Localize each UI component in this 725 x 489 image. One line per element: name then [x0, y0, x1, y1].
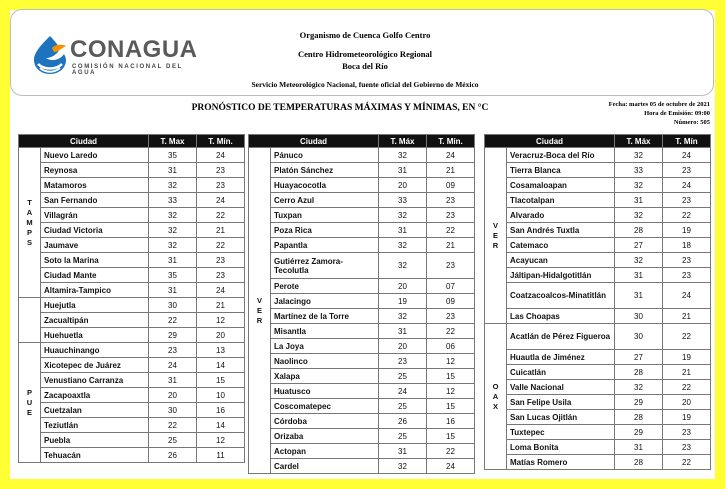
city-name: Acatlán de Pérez Figueroa — [507, 324, 615, 350]
min-temp: 21 — [427, 163, 475, 178]
max-temp: 32 — [149, 178, 197, 193]
min-temp: 24 — [663, 148, 711, 163]
table-row — [485, 309, 711, 324]
table-row — [485, 395, 711, 410]
max-temp: 32 — [149, 223, 197, 238]
city-name: Cuetzalan — [41, 403, 149, 418]
min-temp: 16 — [197, 403, 245, 418]
table-ver-south-oax — [484, 134, 711, 470]
column-header-tmax: T. Máx — [379, 135, 427, 148]
city-name: Naolinco — [271, 354, 379, 369]
conagua-logo — [30, 34, 205, 76]
max-temp: 30 — [149, 403, 197, 418]
city-name: Teziutlán — [41, 418, 149, 433]
min-temp: 07 — [427, 279, 475, 294]
city-name: Venustiano Carranza — [41, 373, 149, 388]
city-name: Matías Romero — [507, 455, 615, 470]
city-name: Las Choapas — [507, 309, 615, 324]
table-row — [19, 268, 245, 283]
min-temp: 15 — [197, 373, 245, 388]
max-temp: 33 — [379, 193, 427, 208]
city-name: Coscomatepec — [271, 399, 379, 414]
org-line-2: Centro Hidrometeorológico Regional — [297, 49, 433, 59]
min-temp: 22 — [427, 324, 475, 339]
table-row — [485, 350, 711, 365]
bulletin-number: Número: 505 — [673, 119, 710, 126]
max-temp: 31 — [149, 163, 197, 178]
city-name: Cardel — [271, 459, 379, 474]
table-tamps-hgo-pue — [18, 134, 245, 463]
table-row — [485, 238, 711, 253]
min-temp: 23 — [663, 268, 711, 283]
city-name: Cosamaloapan — [507, 178, 615, 193]
min-temp: 12 — [427, 354, 475, 369]
table-row — [249, 238, 475, 253]
city-name: San Lucas Ojitlán — [507, 410, 615, 425]
table-row — [19, 298, 245, 313]
max-temp: 32 — [379, 148, 427, 163]
min-temp: 09 — [427, 294, 475, 309]
state-label — [19, 298, 41, 343]
max-temp: 35 — [149, 268, 197, 283]
min-temp: 23 — [197, 268, 245, 283]
table-row — [249, 369, 475, 384]
max-temp: 33 — [615, 163, 663, 178]
table-row — [19, 313, 245, 328]
max-temp: 20 — [379, 279, 427, 294]
table-row — [249, 193, 475, 208]
min-temp: 23 — [663, 163, 711, 178]
table-row — [485, 410, 711, 425]
city-name: Xalapa — [271, 369, 379, 384]
city-name: Villagrán — [41, 208, 149, 223]
state-label: P U E — [19, 343, 41, 463]
table-row — [19, 253, 245, 268]
table-row — [19, 373, 245, 388]
logo-subtitle: COMISIÓN NACIONAL DEL AGUA — [72, 64, 183, 76]
max-temp: 31 — [149, 253, 197, 268]
water-drop-icon — [30, 34, 70, 76]
min-temp: 14 — [197, 418, 245, 433]
max-temp: 32 — [615, 380, 663, 395]
table-row — [19, 433, 245, 448]
city-name: San Fernando — [41, 193, 149, 208]
table-row — [249, 324, 475, 339]
max-temp: 33 — [149, 193, 197, 208]
city-name: Ciudad Mante — [41, 268, 149, 283]
min-temp: 22 — [427, 223, 475, 238]
max-temp: 19 — [379, 294, 427, 309]
table-row — [485, 268, 711, 283]
city-name: La Joya — [271, 339, 379, 354]
max-temp: 29 — [149, 328, 197, 343]
city-name: Gutiérrez Zamora-Tecolutla — [271, 253, 379, 279]
table-row — [19, 448, 245, 463]
min-temp: 23 — [427, 193, 475, 208]
city-name: Huautla de Jiménez — [507, 350, 615, 365]
table-row — [249, 309, 475, 324]
city-name: Soto la Marina — [41, 253, 149, 268]
table-row — [19, 358, 245, 373]
max-temp: 23 — [379, 354, 427, 369]
table-row — [19, 388, 245, 403]
city-name: Tierra Blanca — [507, 163, 615, 178]
min-temp: 23 — [197, 253, 245, 268]
table-row — [19, 223, 245, 238]
max-temp: 26 — [149, 448, 197, 463]
min-temp: 22 — [427, 444, 475, 459]
city-name: Actopan — [271, 444, 379, 459]
city-name: San Andrés Tuxtla — [507, 223, 615, 238]
column-header-tmax: T. Máx — [615, 135, 663, 148]
table-row — [19, 178, 245, 193]
table-row — [249, 294, 475, 309]
max-temp: 28 — [615, 223, 663, 238]
min-temp: 22 — [197, 238, 245, 253]
table-row — [485, 148, 711, 163]
min-temp: 22 — [663, 208, 711, 223]
city-name: Valle Nacional — [507, 380, 615, 395]
state-label: V E R — [249, 148, 271, 474]
city-name: Huayacocotla — [271, 178, 379, 193]
table-row — [485, 455, 711, 470]
max-temp: 32 — [615, 253, 663, 268]
city-name: Zacapoaxtla — [41, 388, 149, 403]
column-header-tmax: T. Max — [149, 135, 197, 148]
table-row — [485, 425, 711, 440]
min-temp: 24 — [427, 459, 475, 474]
table-row — [19, 343, 245, 358]
column-header-tmin: T. Mín — [663, 135, 711, 148]
min-temp: 24 — [663, 178, 711, 193]
min-temp: 24 — [427, 148, 475, 163]
min-temp: 14 — [197, 358, 245, 373]
table-row — [249, 429, 475, 444]
city-name: Acayucan — [507, 253, 615, 268]
max-temp: 27 — [615, 350, 663, 365]
max-temp: 25 — [379, 399, 427, 414]
min-temp: 23 — [663, 253, 711, 268]
city-name: Huejutla — [41, 298, 149, 313]
max-temp: 31 — [379, 324, 427, 339]
max-temp: 32 — [615, 208, 663, 223]
max-temp: 30 — [149, 298, 197, 313]
max-temp: 22 — [149, 418, 197, 433]
table-row — [249, 459, 475, 474]
table-row — [485, 208, 711, 223]
city-name: Alvarado — [507, 208, 615, 223]
table-row — [19, 208, 245, 223]
table-row — [249, 384, 475, 399]
min-temp: 15 — [427, 399, 475, 414]
table-ver-north — [248, 134, 475, 474]
min-temp: 23 — [197, 163, 245, 178]
max-temp: 20 — [379, 178, 427, 193]
city-name: Jaumave — [41, 238, 149, 253]
table-row — [19, 238, 245, 253]
city-name: Orizaba — [271, 429, 379, 444]
max-temp: 32 — [149, 208, 197, 223]
min-temp: 15 — [427, 429, 475, 444]
city-name: Cuicatlán — [507, 365, 615, 380]
min-temp: 19 — [663, 223, 711, 238]
max-temp: 31 — [379, 444, 427, 459]
max-temp: 26 — [379, 414, 427, 429]
max-temp: 32 — [379, 309, 427, 324]
max-temp: 25 — [379, 369, 427, 384]
max-temp: 32 — [379, 253, 427, 279]
city-name: Nuevo Laredo — [41, 148, 149, 163]
city-name: Tuxpan — [271, 208, 379, 223]
city-name: Ciudad Victoria — [41, 223, 149, 238]
min-temp: 12 — [197, 433, 245, 448]
table-row — [485, 440, 711, 455]
min-temp: 20 — [197, 328, 245, 343]
max-temp: 32 — [615, 148, 663, 163]
max-temp: 32 — [615, 178, 663, 193]
column-header-city: Ciudad — [19, 135, 149, 148]
table-row — [249, 223, 475, 238]
city-name: Veracruz-Boca del Río — [507, 148, 615, 163]
issue-date: Fecha: martes 05 de octubre de 2021 — [608, 101, 710, 108]
min-temp: 24 — [197, 283, 245, 298]
min-temp: 18 — [663, 238, 711, 253]
column-header-tmin: T. Mín. — [427, 135, 475, 148]
min-temp: 23 — [197, 178, 245, 193]
table-row — [19, 418, 245, 433]
max-temp: 29 — [615, 395, 663, 410]
table-row — [19, 163, 245, 178]
min-temp: 12 — [197, 313, 245, 328]
city-name: Tehuacán — [41, 448, 149, 463]
city-name: Cerro Azul — [271, 193, 379, 208]
min-temp: 12 — [427, 384, 475, 399]
table-row — [19, 403, 245, 418]
city-name: Catemaco — [507, 238, 615, 253]
city-name: Loma Bonita — [507, 440, 615, 455]
min-temp: 16 — [427, 414, 475, 429]
max-temp: 25 — [149, 433, 197, 448]
min-temp: 22 — [663, 380, 711, 395]
min-temp: 09 — [427, 178, 475, 193]
org-line-3: Boca del Río — [342, 61, 388, 71]
max-temp: 30 — [615, 309, 663, 324]
table-row — [19, 148, 245, 163]
table-row — [249, 339, 475, 354]
city-name: Papantla — [271, 238, 379, 253]
table-row — [249, 253, 475, 279]
column-header-city: Ciudad — [249, 135, 379, 148]
city-name: Altamira-Tampico — [41, 283, 149, 298]
logo-wordmark: CONAGUA — [70, 36, 198, 63]
city-name: Pánuco — [271, 148, 379, 163]
city-name: Martínez de la Torre — [271, 309, 379, 324]
min-temp: 21 — [663, 365, 711, 380]
city-name: Xicotepec de Juárez — [41, 358, 149, 373]
max-temp: 23 — [149, 343, 197, 358]
max-temp: 22 — [149, 313, 197, 328]
table-row — [249, 148, 475, 163]
min-temp: 23 — [427, 253, 475, 279]
min-temp: 10 — [197, 388, 245, 403]
city-name: Coatzacoalcos-Minatitlán — [507, 283, 615, 309]
table-row — [485, 324, 711, 350]
city-name: Matamoros — [41, 178, 149, 193]
min-temp: 19 — [663, 350, 711, 365]
max-temp: 27 — [615, 238, 663, 253]
table-row — [249, 208, 475, 223]
state-label: O A X — [485, 324, 507, 470]
max-temp: 30 — [615, 324, 663, 350]
min-temp: 20 — [663, 395, 711, 410]
city-name: Zacualtipán — [41, 313, 149, 328]
state-label: T A M P S — [19, 148, 41, 298]
max-temp: 31 — [615, 440, 663, 455]
min-temp: 22 — [663, 455, 711, 470]
max-temp: 32 — [379, 208, 427, 223]
min-temp: 15 — [427, 369, 475, 384]
max-temp: 31 — [615, 283, 663, 309]
min-temp: 24 — [197, 193, 245, 208]
city-name: Puebla — [41, 433, 149, 448]
city-name: Poza Rica — [271, 223, 379, 238]
table-row — [485, 380, 711, 395]
issue-time: Hora de Emisión: 09:00 — [644, 110, 710, 117]
column-header-tmin: T. Mín. — [197, 135, 245, 148]
table-row — [19, 328, 245, 343]
table-row — [485, 365, 711, 380]
city-name: Tuxtepec — [507, 425, 615, 440]
table-row — [485, 223, 711, 238]
max-temp: 31 — [379, 223, 427, 238]
min-temp: 06 — [427, 339, 475, 354]
table-row — [249, 399, 475, 414]
city-name: Huehuetla — [41, 328, 149, 343]
min-temp: 23 — [663, 425, 711, 440]
min-temp: 21 — [197, 298, 245, 313]
table-row — [485, 193, 711, 208]
city-name: Huatusco — [271, 384, 379, 399]
max-temp: 32 — [379, 238, 427, 253]
max-temp: 28 — [615, 455, 663, 470]
min-temp: 19 — [663, 410, 711, 425]
city-name: Córdoba — [271, 414, 379, 429]
table-row — [485, 178, 711, 193]
table-row — [249, 178, 475, 193]
min-temp: 22 — [197, 208, 245, 223]
column-header-city: Ciudad — [485, 135, 615, 148]
table-row — [249, 444, 475, 459]
max-temp: 28 — [615, 410, 663, 425]
min-temp: 21 — [197, 223, 245, 238]
city-name: Huauchinango — [41, 343, 149, 358]
min-temp: 23 — [427, 208, 475, 223]
max-temp: 32 — [379, 459, 427, 474]
min-temp: 23 — [663, 193, 711, 208]
min-temp: 13 — [197, 343, 245, 358]
city-name: Jáltipan-Hidalgotitlán — [507, 268, 615, 283]
state-label: V E R — [485, 148, 507, 324]
min-temp: 24 — [197, 148, 245, 163]
city-name: San Felipe Usila — [507, 395, 615, 410]
table-row — [249, 163, 475, 178]
city-name: Platón Sánchez — [271, 163, 379, 178]
max-temp: 31 — [149, 373, 197, 388]
max-temp: 20 — [379, 339, 427, 354]
table-row — [249, 354, 475, 369]
city-name: Reynosa — [41, 163, 149, 178]
min-temp: 21 — [427, 238, 475, 253]
org-line-1: Organismo de Cuenca Golfo Centro — [299, 30, 431, 40]
city-name: Perote — [271, 279, 379, 294]
table-row — [249, 279, 475, 294]
max-temp: 25 — [379, 429, 427, 444]
page-title: PRONÓSTICO DE TEMPERATURAS MÁXIMAS Y MÍNIMAS, EN °C — [191, 103, 489, 113]
service-line: Servicio Meteorológico Nacional, fuente oficial del Gobierno de México — [251, 80, 479, 89]
table-row — [485, 163, 711, 178]
max-temp: 31 — [149, 283, 197, 298]
city-name: Misantla — [271, 324, 379, 339]
table-row — [485, 283, 711, 309]
city-name: Tlacotalpan — [507, 193, 615, 208]
min-temp: 21 — [663, 309, 711, 324]
min-temp: 23 — [427, 309, 475, 324]
table-row — [485, 253, 711, 268]
table-row — [249, 414, 475, 429]
max-temp: 32 — [149, 238, 197, 253]
table-row — [19, 193, 245, 208]
max-temp: 35 — [149, 148, 197, 163]
min-temp: 23 — [663, 440, 711, 455]
max-temp: 29 — [615, 425, 663, 440]
max-temp: 24 — [379, 384, 427, 399]
max-temp: 28 — [615, 365, 663, 380]
max-temp: 31 — [379, 163, 427, 178]
max-temp: 24 — [149, 358, 197, 373]
max-temp: 31 — [615, 268, 663, 283]
min-temp: 24 — [663, 283, 711, 309]
max-temp: 20 — [149, 388, 197, 403]
min-temp: 22 — [663, 324, 711, 350]
city-name: Jalacingo — [271, 294, 379, 309]
table-row — [19, 283, 245, 298]
min-temp: 11 — [197, 448, 245, 463]
max-temp: 31 — [615, 193, 663, 208]
